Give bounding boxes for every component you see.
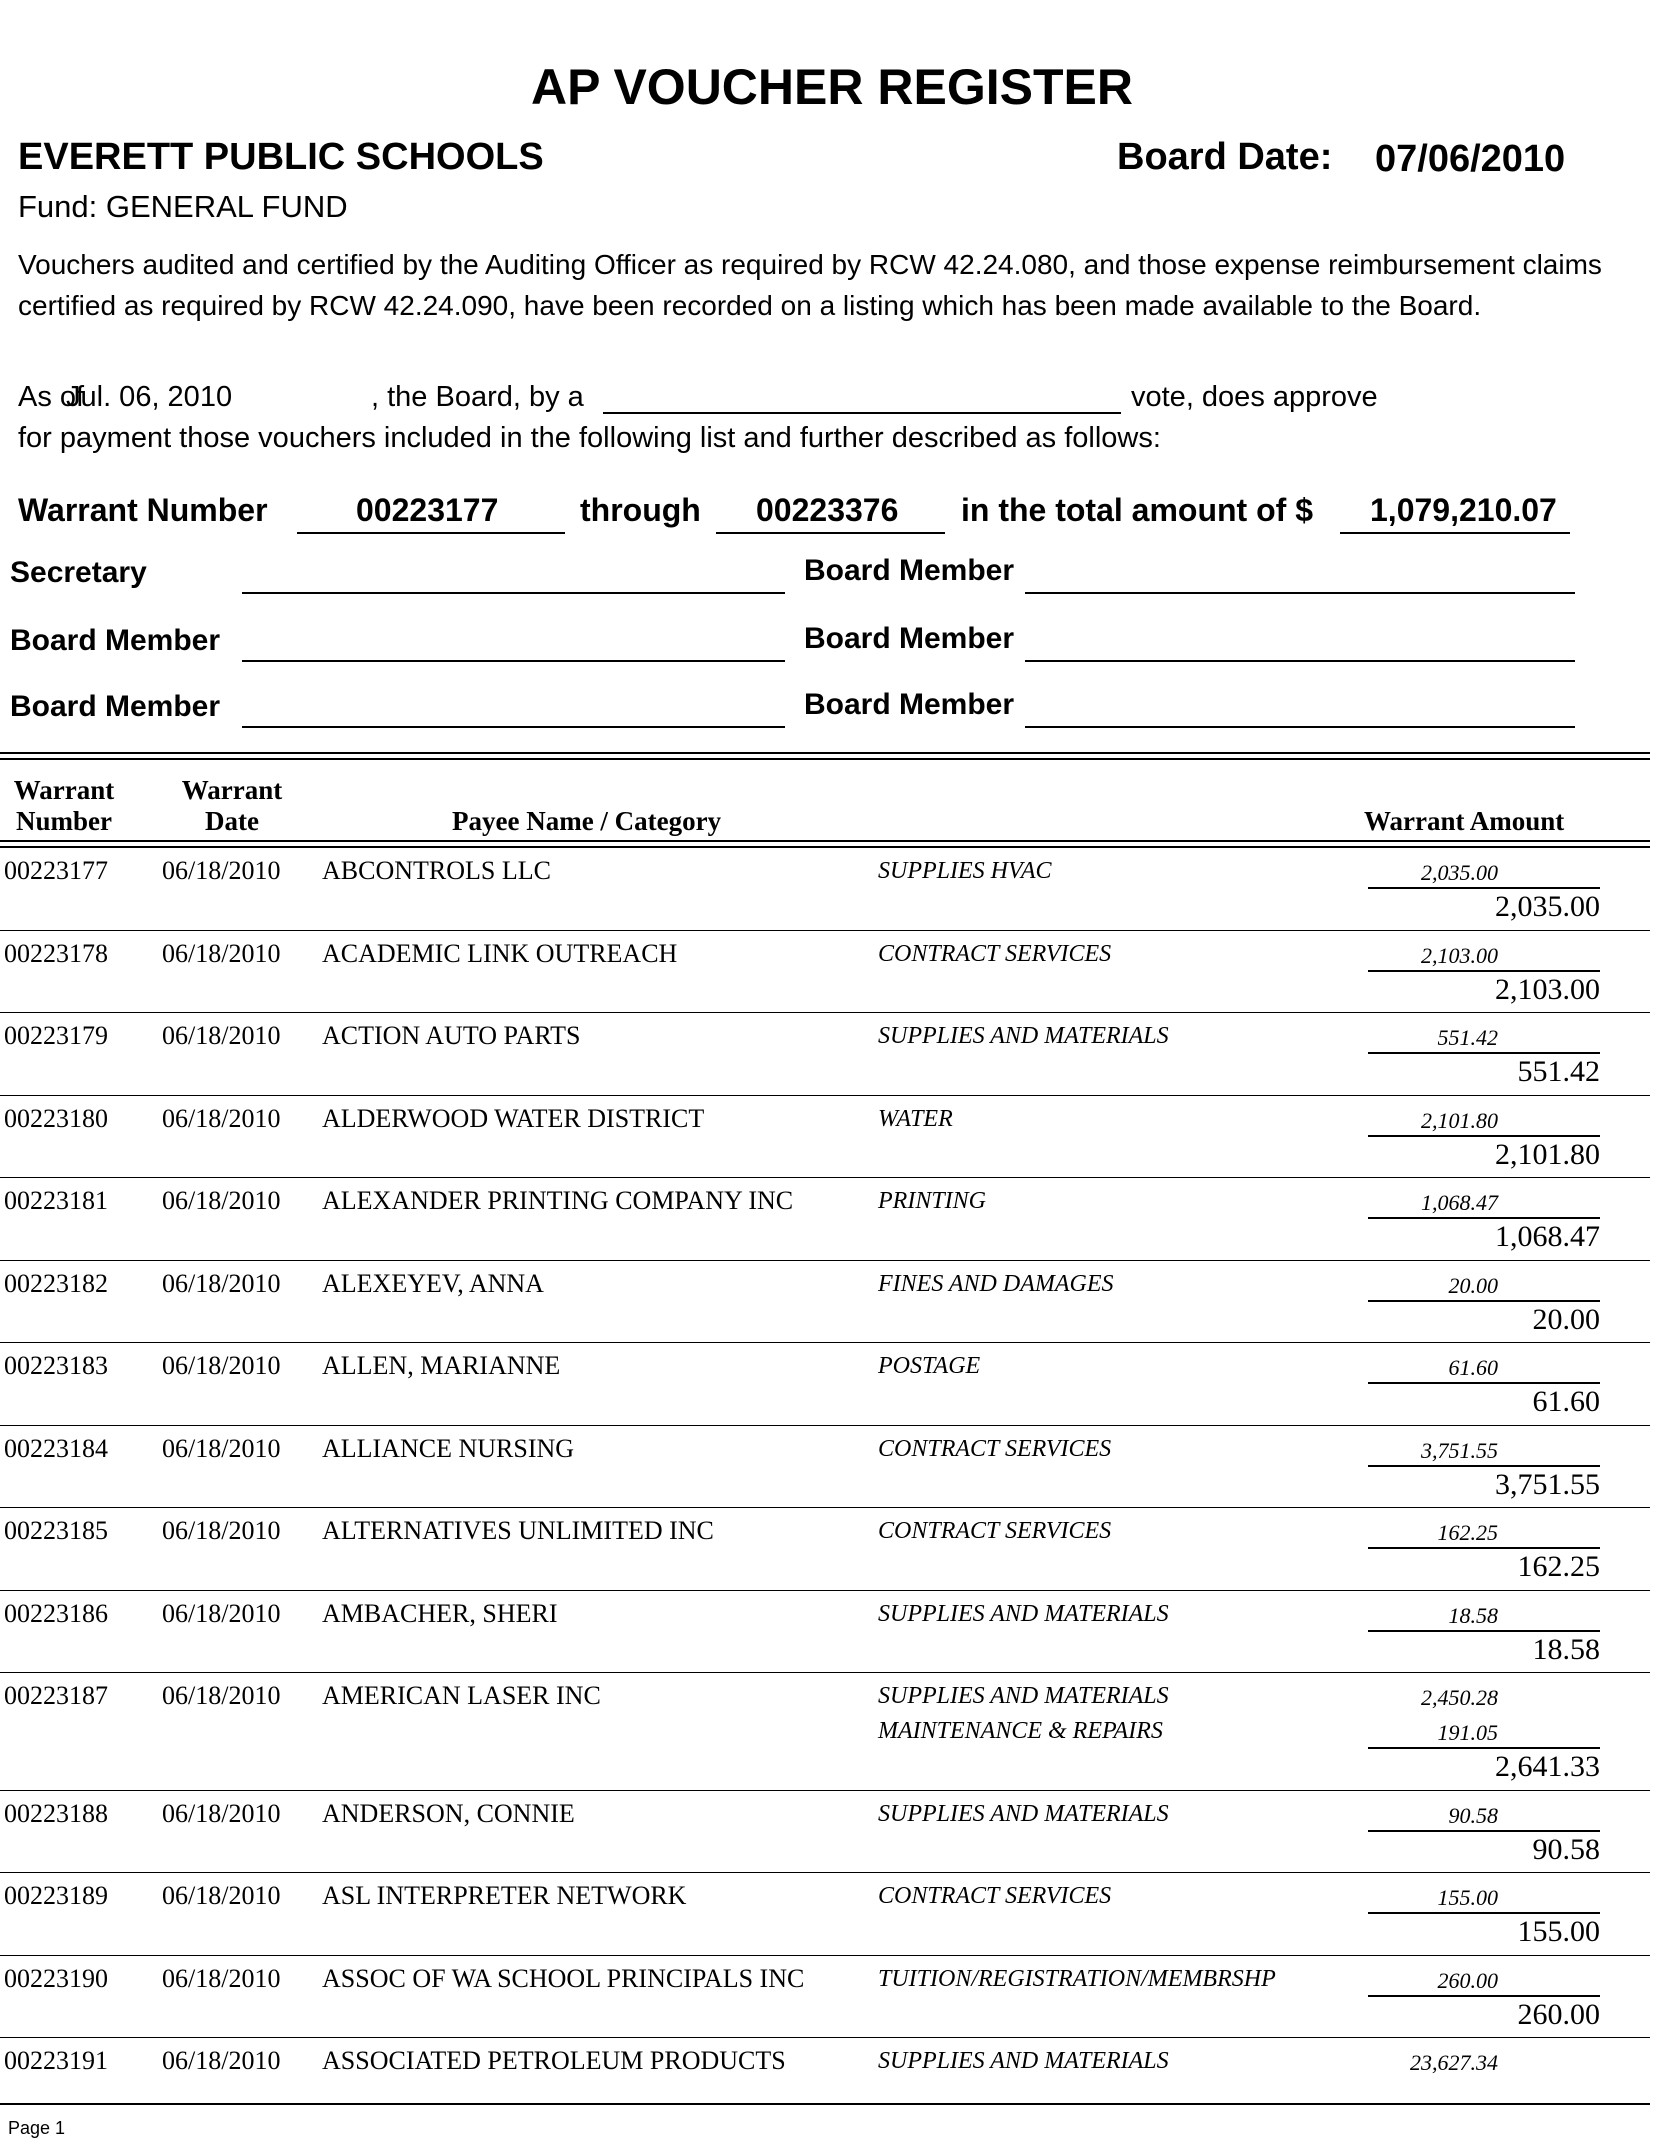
amount-underline (1368, 970, 1600, 972)
warrant-total: 2,641.33 (1495, 1750, 1600, 1783)
warrant-date: 06/18/2010 (162, 1351, 281, 1380)
amount-underline (1368, 1465, 1600, 1467)
amount-underline (1368, 1217, 1600, 1219)
warrant-date: 06/18/2010 (162, 856, 281, 885)
line-amount: 1,068.47 (1421, 1190, 1498, 1215)
vote-line[interactable] (603, 412, 1121, 414)
table-row (0, 1791, 1650, 1874)
category: SUPPLIES AND MATERIALS (878, 1600, 1169, 1627)
amount-underline (1368, 1830, 1600, 1832)
category: SUPPLIES HVAC (878, 858, 1052, 884)
payee-name: ACADEMIC LINK OUTREACH (322, 938, 678, 968)
table-row (0, 1508, 1650, 1591)
category: SUPPLIES AND MATERIALS (878, 1023, 1169, 1049)
table-row (0, 1956, 1650, 2039)
table-row (0, 1261, 1650, 1344)
amount-underline (1368, 1547, 1600, 1549)
warrant-date: 06/18/2010 (162, 1516, 281, 1545)
page-title: AP VOUCHER REGISTER (531, 59, 1133, 115)
payee-name: ALDERWOOD WATER DISTRICT (322, 1103, 705, 1133)
warrant-from: 00223177 (356, 492, 499, 528)
table-row (0, 1013, 1650, 1096)
column-header-number (4, 775, 124, 837)
payee-name: AMBACHER, SHERI (322, 1598, 558, 1628)
line-amount: 162.25 (1437, 1520, 1498, 1545)
as-of-label: As of (18, 381, 85, 413)
line-amount: 2,035.00 (1421, 860, 1498, 885)
warrant-date: 06/18/2010 (162, 1598, 281, 1628)
line-amount: 90.58 (1448, 1802, 1498, 1828)
board-member-label: Board Member (804, 622, 1015, 655)
warrant-number: 00223189 (4, 1881, 108, 1910)
line-amount: 61.60 (1448, 1355, 1498, 1380)
for-payment-text: for payment those vouchers included in the following list and further described as follows: (18, 422, 1161, 454)
warrant-from-line (297, 532, 565, 534)
payee-name: ASSOC OF WA SCHOOL PRINCIPALS INC (322, 1963, 805, 1993)
payee-name: ALTERNATIVES UNLIMITED INC (322, 1516, 714, 1545)
warrant-number: 00223191 (4, 2046, 108, 2075)
payee-name: ALEXEYEV, ANNA (322, 1268, 544, 1298)
payee-name: ABCONTROLS LLC (322, 856, 551, 885)
warrant-total: 162.25 (1517, 1550, 1600, 1583)
column-header-amount: Warrant Amount (1364, 806, 1565, 836)
warrant-total: 18.58 (1532, 1632, 1600, 1666)
organization-name: EVERETT PUBLIC SCHOOLS (18, 136, 544, 178)
category: SUPPLIES AND MATERIALS (878, 1800, 1169, 1827)
category: CONTRACT SERVICES (878, 1435, 1112, 1462)
payee-name: ANDERSON, CONNIE (322, 1798, 575, 1828)
category: WATER (878, 1105, 953, 1132)
category: PRINTING (878, 1188, 986, 1214)
board-member-label: Board Member (10, 624, 221, 657)
board-member-signature-line[interactable] (1025, 592, 1575, 594)
certification-paragraph: Vouchers audited and certified by the Auditing Officer as required by RCW 42.24.080, and those expense reimbursement claims certified as required by RCW 42.24.090, have been recorded on a listing which has been made available to the Board. (18, 249, 1602, 321)
category: MAINTENANCE & REPAIRS (878, 1718, 1163, 1744)
amount-underline (1368, 1630, 1600, 1632)
table-row (0, 931, 1650, 1014)
amount-underline (1368, 1382, 1600, 1384)
amount-underline (1368, 887, 1600, 889)
payee-name: ALLIANCE NURSING (322, 1433, 575, 1463)
as-of-date: Jul. 06, 2010 (66, 381, 233, 413)
payee-name: ALLEN, MARIANNE (322, 1351, 561, 1380)
warrant-date: 06/18/2010 (162, 1021, 281, 1050)
warrant-number: 00223183 (4, 1351, 108, 1380)
board-date-value: 07/06/2010 (1375, 138, 1566, 180)
page-bottom-rule (0, 2103, 1650, 2105)
line-amount: 2,101.80 (1421, 1107, 1498, 1133)
line-amount: 191.05 (1437, 1720, 1498, 1745)
warrant-total: 2,103.00 (1495, 972, 1600, 1006)
warrant-date: 06/18/2010 (162, 938, 281, 968)
table-top-rule (0, 758, 1650, 760)
column-header-payee: Payee Name / Category (452, 806, 722, 836)
table-row (0, 1873, 1650, 1956)
warrant-date: 06/18/2010 (162, 1433, 281, 1463)
warrant-number: 00223178 (4, 938, 108, 968)
warrant-number: 00223182 (4, 1268, 108, 1298)
line-amount: 260.00 (1437, 1967, 1498, 1993)
warrant-date: 06/18/2010 (162, 1268, 281, 1298)
warrant-date: 06/18/2010 (162, 1186, 281, 1215)
board-member-signature-line[interactable] (1025, 660, 1575, 662)
category: CONTRACT SERVICES (878, 940, 1112, 967)
board-member-signature-line[interactable] (1025, 726, 1575, 728)
amount-underline (1368, 1995, 1600, 1997)
payee-name: ASSOCIATED PETROLEUM PRODUCTS (322, 2046, 786, 2075)
warrant-number: 00223185 (4, 1516, 108, 1545)
table-row (0, 1591, 1650, 1674)
column-header-number-line2: Number (16, 806, 112, 836)
warrant-number: 00223177 (4, 856, 108, 885)
amount-underline (1368, 1135, 1600, 1137)
table-row (0, 1178, 1650, 1261)
warrant-number: 00223186 (4, 1598, 108, 1628)
warrant-date: 06/18/2010 (162, 1881, 281, 1910)
fund-name: Fund: GENERAL FUND (18, 189, 348, 224)
warrant-total: 61.60 (1532, 1385, 1600, 1418)
line-amount: 551.42 (1437, 1025, 1498, 1050)
table-row (0, 848, 1650, 931)
payee-name: ASL INTERPRETER NETWORK (322, 1881, 687, 1910)
total-amount-line (1340, 532, 1570, 534)
column-header-date (170, 775, 294, 837)
line-amount: 18.58 (1448, 1602, 1498, 1628)
line-amount: 20.00 (1448, 1272, 1498, 1298)
warrant-total: 20.00 (1532, 1302, 1600, 1336)
warrant-number: 00223184 (4, 1433, 108, 1463)
category: TUITION/REGISTRATION/MEMBRSHP (878, 1965, 1276, 1992)
payee-name: AMERICAN LASER INC (322, 1681, 601, 1710)
category: SUPPLIES AND MATERIALS (878, 1683, 1169, 1709)
category: FINES AND DAMAGES (878, 1270, 1114, 1297)
table-row (0, 1673, 1650, 1791)
vote-text: vote, does approve (1131, 381, 1378, 413)
line-amount: 2,450.28 (1421, 1685, 1498, 1710)
board-member-signature-line[interactable] (242, 660, 785, 662)
header-rule (0, 840, 1650, 842)
line-amount: 2,103.00 (1421, 942, 1498, 968)
amount-underline (1368, 1747, 1600, 1749)
warrant-date: 06/18/2010 (162, 1798, 281, 1828)
warrant-total: 260.00 (1517, 1997, 1600, 2031)
category: POSTAGE (878, 1353, 981, 1379)
line-amount: 23,627.34 (1410, 2050, 1498, 2075)
category: CONTRACT SERVICES (878, 1518, 1112, 1544)
warrant-total: 551.42 (1517, 1055, 1600, 1088)
table-row (0, 2038, 1650, 2121)
warrant-total: 1,068.47 (1495, 1220, 1600, 1253)
board-member-signature-line[interactable] (242, 726, 785, 728)
board-member-label: Board Member (804, 688, 1015, 721)
warrant-to: 00223376 (756, 492, 899, 528)
warrant-date: 06/18/2010 (162, 2046, 281, 2075)
board-by-text: , the Board, by a (371, 381, 584, 413)
board-member-label: Board Member (804, 554, 1015, 587)
table-top-rule (0, 752, 1650, 754)
table-row (0, 1096, 1650, 1179)
warrant-total: 90.58 (1532, 1832, 1600, 1866)
warrant-date: 06/18/2010 (162, 1681, 281, 1710)
table-row (0, 1343, 1650, 1426)
warrant-number: 00223181 (4, 1186, 108, 1215)
category: CONTRACT SERVICES (878, 1883, 1112, 1909)
column-header-date-line2: Date (205, 806, 259, 836)
column-header-number-line1: Warrant (13, 775, 115, 805)
warrant-date: 06/18/2010 (162, 1963, 281, 1993)
payee-name: ALEXANDER PRINTING COMPANY INC (322, 1186, 794, 1215)
table-row (0, 1426, 1650, 1509)
warrant-date: 06/18/2010 (162, 1103, 281, 1133)
line-amount: 155.00 (1437, 1885, 1498, 1910)
through-label: through (580, 492, 701, 528)
secretary-signature-line[interactable] (242, 592, 785, 594)
warrant-total: 3,751.55 (1495, 1467, 1600, 1501)
amount-underline (1368, 1052, 1600, 1054)
payee-name: ACTION AUTO PARTS (322, 1021, 581, 1050)
warrant-number-label: Warrant Number (18, 492, 268, 528)
board-date-label: Board Date: (1117, 136, 1333, 178)
warrant-to-line (716, 532, 945, 534)
column-header-date-line1: Warrant (181, 775, 283, 805)
secretary-label: Secretary (10, 556, 147, 589)
total-amount-label: in the total amount of $ (961, 492, 1313, 528)
warrant-total: 2,035.00 (1495, 890, 1600, 923)
warrant-number: 00223188 (4, 1798, 108, 1828)
warrant-number: 00223179 (4, 1021, 108, 1050)
warrant-number: 00223180 (4, 1103, 108, 1133)
category: SUPPLIES AND MATERIALS (878, 2048, 1169, 2074)
warrant-number: 00223190 (4, 1963, 108, 1993)
warrant-total: 155.00 (1517, 1915, 1600, 1948)
amount-underline (1368, 1300, 1600, 1302)
warrant-number: 00223187 (4, 1681, 108, 1710)
board-member-label: Board Member (10, 690, 221, 723)
warrant-total: 2,101.80 (1495, 1137, 1600, 1171)
page-number: Page 1 (8, 2118, 66, 2138)
line-amount: 3,751.55 (1421, 1437, 1498, 1463)
amount-underline (1368, 1912, 1600, 1914)
total-amount-value: 1,079,210.07 (1370, 492, 1557, 528)
